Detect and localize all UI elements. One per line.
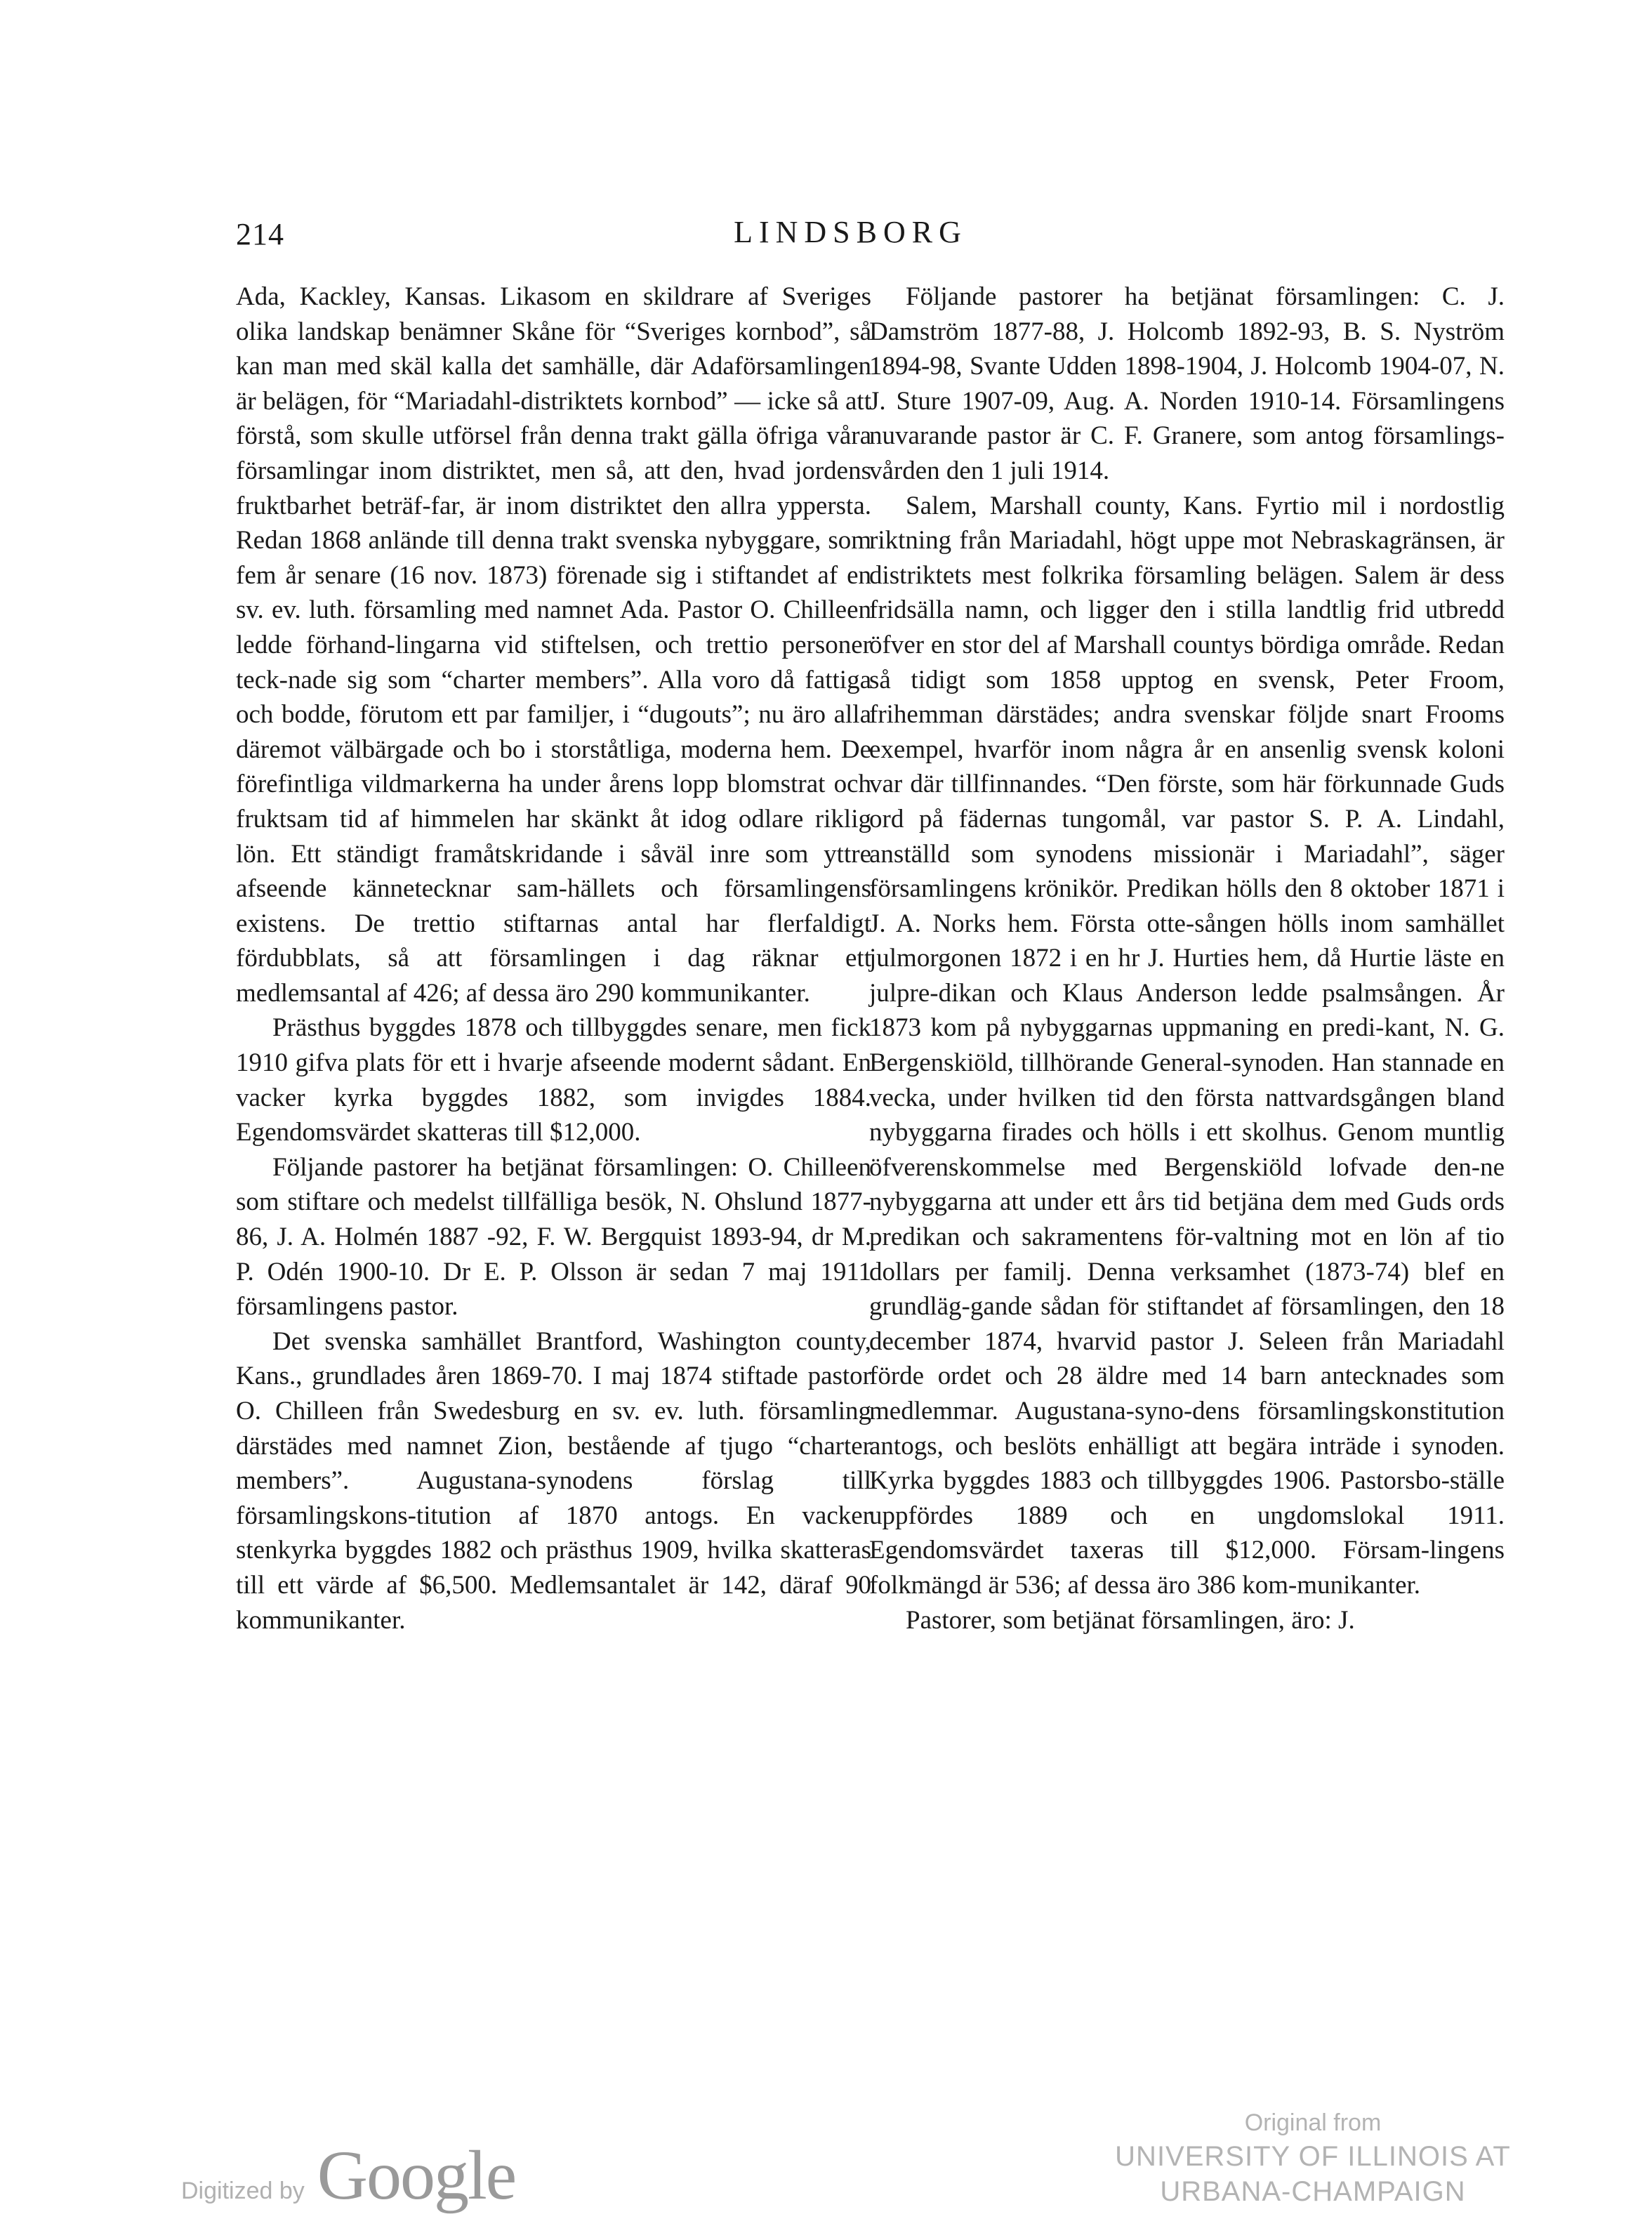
left-text-column [236,279,871,1638]
right-text-column [869,279,1505,1638]
paragraph: Följande pastorer ha betjänat församlingen: C. J. Damström 1877-88, J. Holcomb 1892-93, B. S. Nyström 1894-98, Svante Udden 1898-1904, J. Holcomb 1904-07, N. J. Sture 1907-09, Aug. A. Norden 1910-14. Församlingens nuvarande pastor är C. F. Granere, som antog församlings-vården den 1 juli 1914. [869,282,1505,485]
original-from-label: Original from [1244,2109,1382,2136]
side-watermark [4,913,32,2233]
paragraph: Prästhus byggdes 1878 och tillbyggdes senare, men fick 1910 gifva plats för ett i hvarje afseende modernt sådant. En vacker kyrka byggdes 1882, som invigdes 1884. Egendomsvärdet skatteras till $12,000. [236,1013,871,1147]
running-title: LINDSBORG [734,215,967,249]
digitized-by-label: Digitized by [181,2178,305,2204]
paragraph: Följande pastorer ha betjänat församlingen: O. Chilleen som stiftare och medelst tillfälliga besök, N. Ohslund 1877-86, J. A. Holmén 1887 -92, F. W. Bergquist 1893-94, dr M. P. Odén 1900-10. Dr E. P. Olsson är sedan 7 maj 1911 församlingens pastor. [236,1152,871,1322]
institution-line-1: UNIVERSITY OF ILLINOIS AT [1115,2141,1511,2172]
original-from-notice [1081,2107,1545,2209]
paragraph: Ada, Kackley, Kansas. Likasom en skildrare af Sveriges olika landskap benämner Skåne för “Sveriges kornbod”, så kan man med skäl kalla det samhälle, där Adaförsamlingen är belägen, för “Mariadahl-distriktets kornbod” — icke så att förstå, som skulle utförsel från denna trakt gälla öfriga våra församlingar inom distriktet, men så, att den, hvad jordens fruktbarhet beträf-far, är inom distriktet den allra yppersta. Redan 1868 anlände till denna trakt svenska nybyggare, som fem år senare (16 nov. 1873) förenade sig i stiftandet af en sv. ev. luth. församling med namnet Ada. Pastor O. Chilleen ledde förhand-lingarna vid stiftelsen, och trettio personer teck-nade sig som “charter members”. Alla voro då fattiga och bodde, förutom ett par familjer, i “dugouts”; nu äro alla däremot välbärgade och bo i storståtliga, moderna hem. De förefintliga vildmarkerna ha under årens lopp blomstrat och fruktsam tid af himmelen har skänkt åt idog odlare riklig lön. Ett ständigt framåtskridande i såväl inre som yttre afseende kännetecknar sam-hällets och församlingens existens. De trettio stiftarnas antal har flerfaldigt fördubblats, så att församlingen i dag räknar ett medlemsantal af 426; af dessa äro 290 kommunikanter. [236,282,871,1008]
paragraph: Det svenska samhället Brantford, Washington county, Kans., grundlades åren 1869-70. I maj 1874 stiftade pastor O. Chilleen från Swedesburg en sv. ev. luth. församling därstädes med namnet Zion, bestående af tjugo “charter members”. Augustana-synodens förslag till församlingskons-titution af 1870 antogs. En vacker stenkyrka byggdes 1882 och prästhus 1909, hvilka skatteras till ett värde af $6,500. Medlemsantalet är 142, däraf 90 kommunikanter. [236,1326,871,1635]
paragraph: Salem, Marshall county, Kans. Fyrtio mil i nordostlig riktning från Mariadahl, högt uppe mot Nebraskagränsen, är distriktets mest folkrika församling belägen. Salem är dess fridsälla namn, och ligger den i stilla landtlig frid utbredd öfver en stor del af Marshall countys bördiga område. Redan så tidigt som 1858 upptog en svensk, Peter Froom, frihemman därstädes; andra svenskar följde snart Frooms exempel, hvarför inom några år en ansenlig svensk koloni var där tillfinnandes. “Den förste, som här förkunnade Guds ord på fädernas tungomål, var pastor S. P. A. Lindahl, anställd som synodens missionär i Mariadahl”, säger församlingens krönikör. Predikan hölls den 8 oktober 1871 i J. A. Norks hem. Första otte-sången hölls inom samhället julmorgonen 1872 i en hr J. Hurties hem, då Hurtie läste en julpre-dikan och Klaus Anderson ledde psalmsången. År 1873 kom på nybyggarnas uppmaning en predi-kant, N. G. Bergenskiöld, tillhörande General-synoden. Han stannade en vecka, under hvilken tid den första nattvardsgången bland nybyggarna firades och hölls i ett skolhus. Genom muntlig öfverenskommelse med Bergenskiöld lofvade den-ne nybyggarna att under ett års tid betjäna dem med Guds ords predikan och sakramentens för-valtning mot en lön af tio dollars per familj. Denna verksamhet (1873-74) blef en grundläg-gande sådan för stiftandet af församlingen, den 18 december 1874, hvarvid pastor J. Seleen från Mariadahl förde ordet och 28 äldre med 14 barn antecknades som medlemmar. Augustana-syno-dens församlingskonstitution antogs, och beslöts enhälligt att begära inträde i synoden. Kyrka byggdes 1883 och tillbyggdes 1906. Pastorsbo-ställe uppfördes 1889 och en ungdomslokal 1911. Egendomsvärdet taxeras till $12,000. Försam-lingens folkmängd är 536; af dessa äro 386 kom-munikanter. [869,491,1505,1600]
google-logo: Google [317,2136,516,2214]
institution-line-2: URBANA-CHAMPAIGN [1160,2176,1466,2207]
digitized-by-google [181,2135,515,2215]
paragraph: Pastorer, som betjänat församlingen, äro: J. [906,1605,1355,1635]
page-number: 214 [236,217,284,251]
